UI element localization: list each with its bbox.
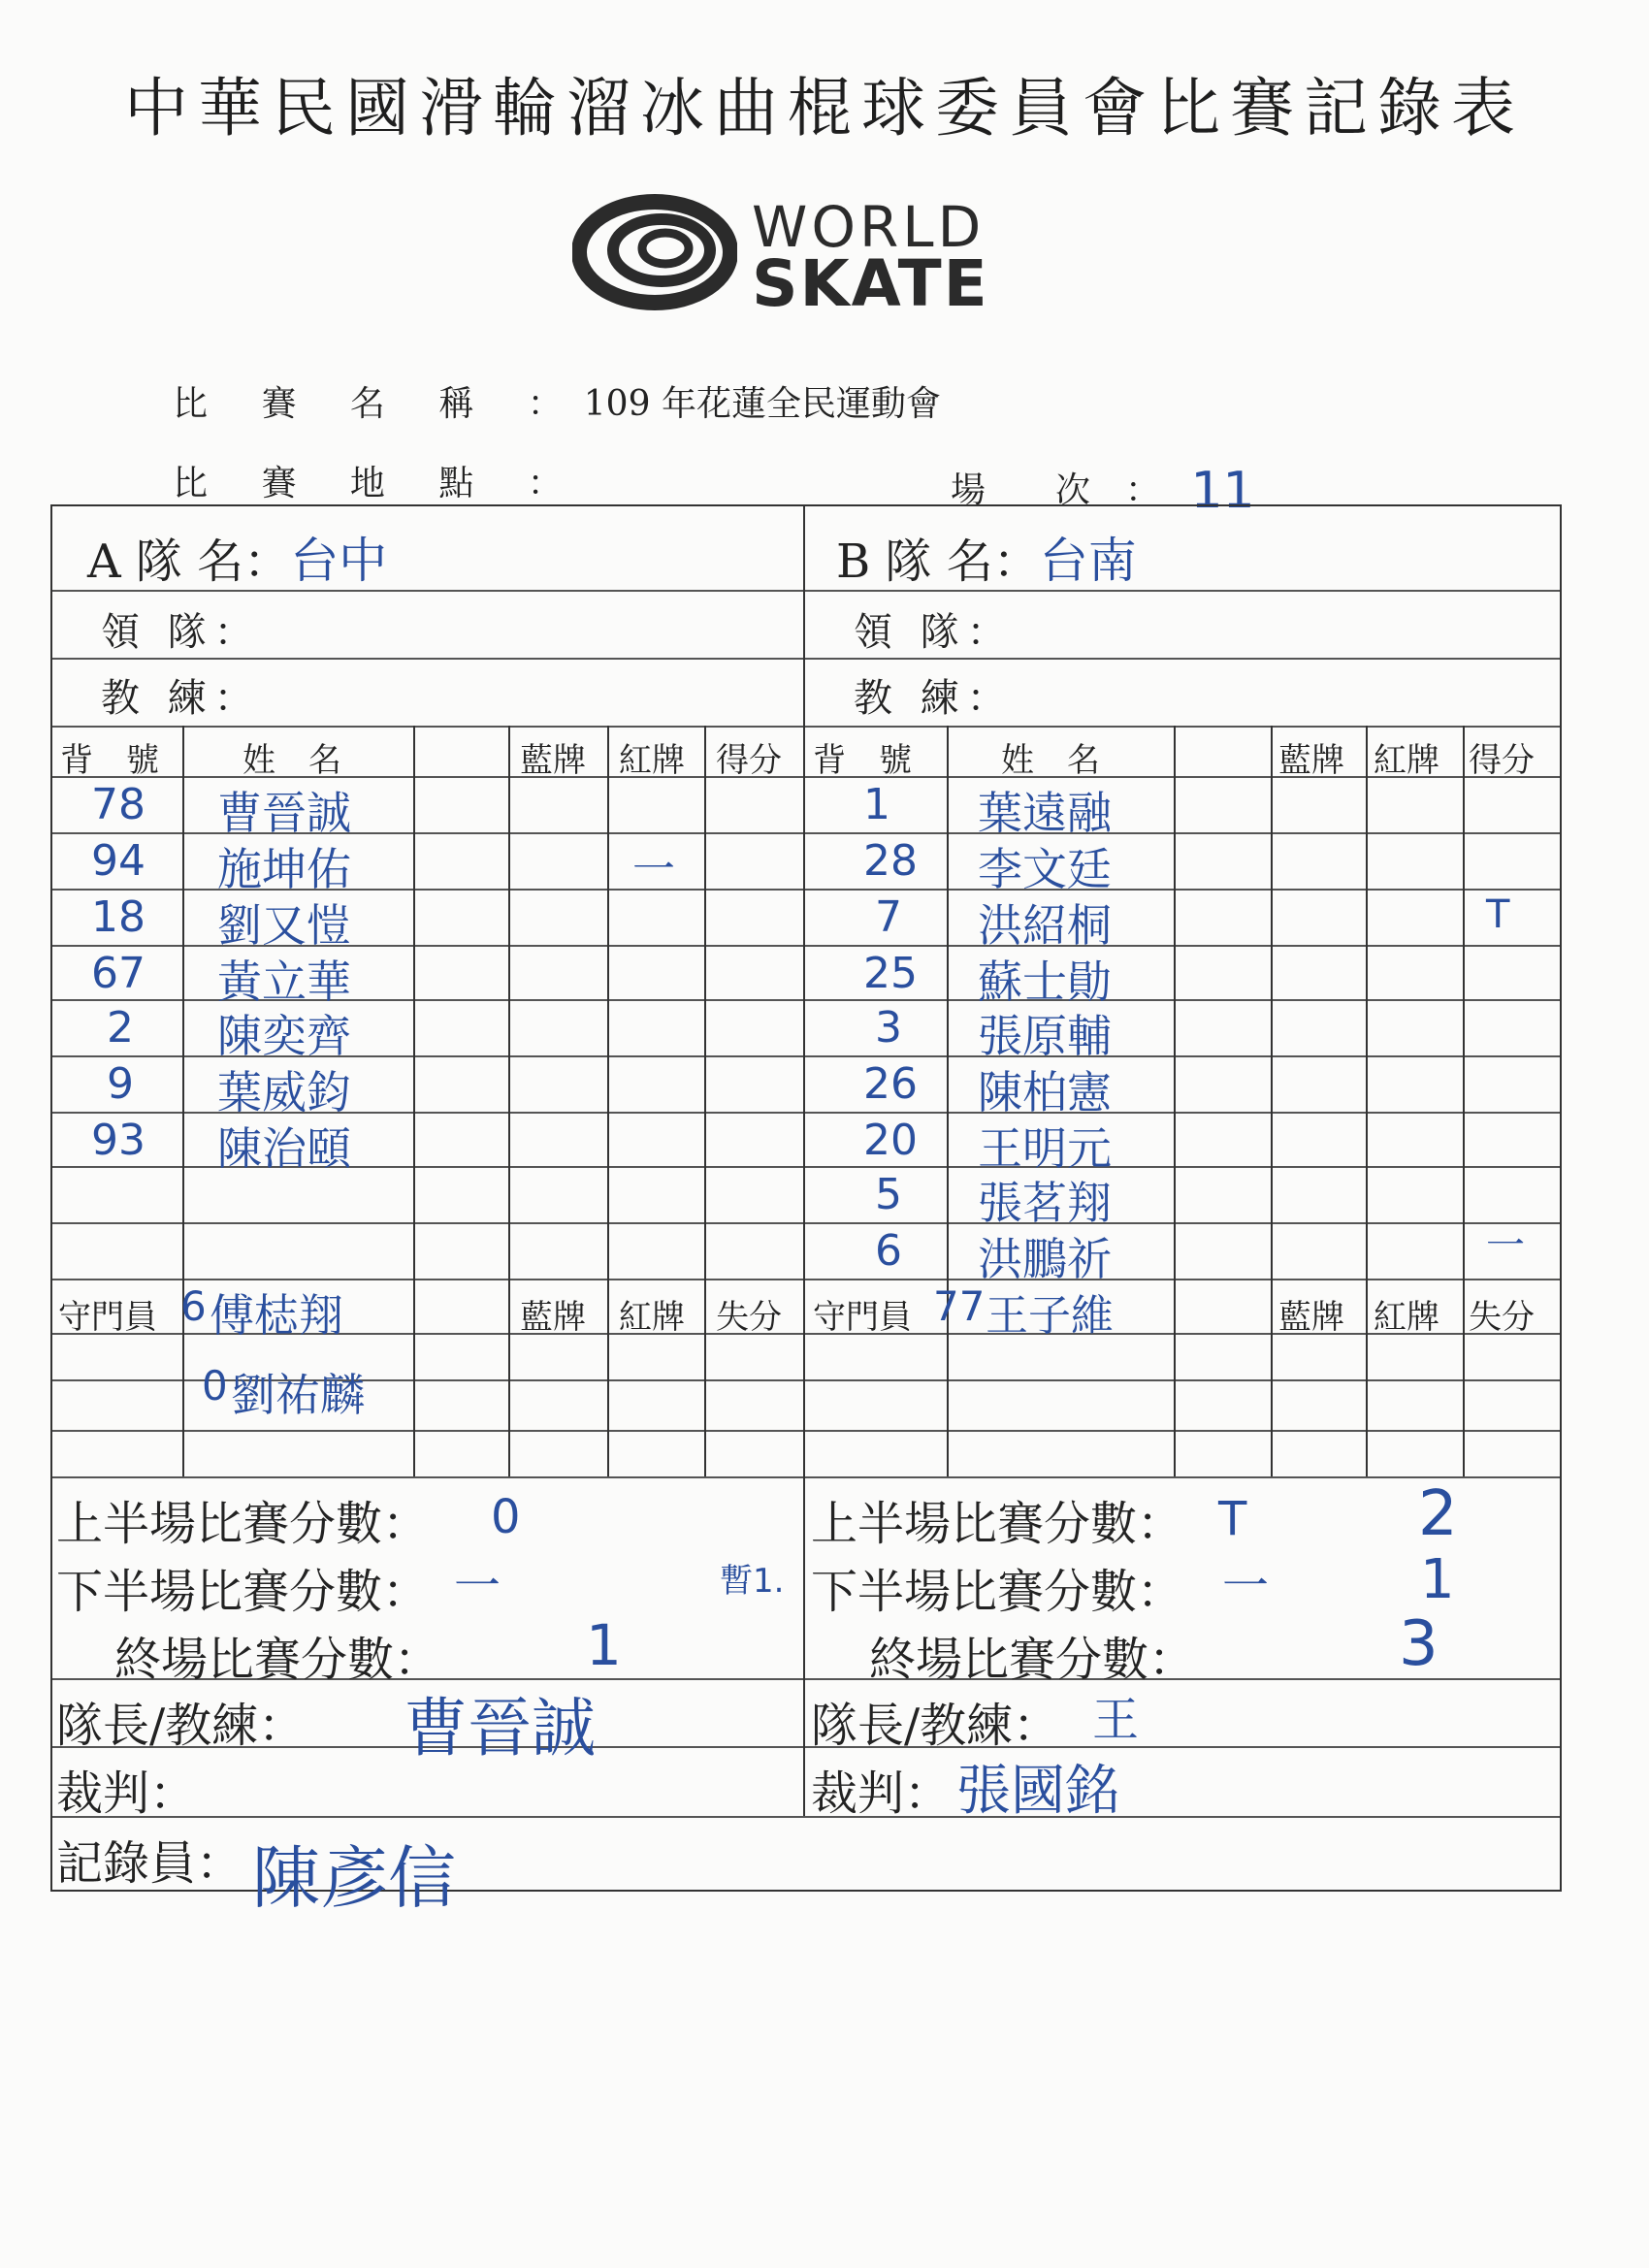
a-player-number: 94 [91, 836, 146, 886]
b-player-name: 洪鵬祈 [978, 1233, 1112, 1285]
a-side-note: 暫1. [720, 1562, 785, 1601]
b-player-name: 葉遠融 [978, 787, 1112, 839]
a-captain-signature: 曹晉誠 [404, 1691, 596, 1766]
match-name-label: 比 賽 名 稱 ： [173, 384, 584, 424]
b-player-name: 陳柏憲 [978, 1066, 1112, 1118]
a-second-half-label: 下半場比賽分數： [56, 1565, 430, 1619]
match-name-row [173, 376, 941, 426]
form-title: 中華民國滑輪溜冰曲棍球委員會比賽記錄表 [124, 71, 1525, 146]
a-player-score: 一 [632, 845, 675, 894]
a-score-header: 得分 [716, 741, 782, 780]
a-player-name: 陳治頤 [217, 1122, 351, 1175]
a-player-number: 2 [107, 1003, 134, 1053]
b-first-half-score: 2 [1418, 1478, 1458, 1550]
a-gk-name: 劉祐麟 [231, 1369, 365, 1421]
world-skate-logo [572, 184, 1057, 320]
team-a-name-label: A 隊 名：台中 [87, 533, 388, 589]
b-player-score: T [1486, 892, 1510, 937]
logo-word-world: WORLD [752, 194, 986, 260]
a-player-name: 葉威鈞 [217, 1066, 351, 1118]
a-gk-number: 0 [202, 1362, 228, 1409]
b-player-number: 1 [863, 780, 890, 829]
team-b-coach-label: 教 練： [854, 676, 1014, 721]
b-second-half-score: 1 [1420, 1548, 1455, 1611]
a-name-header: 姓 名 [242, 741, 341, 780]
b-gk-conceded-header: 失分 [1469, 1298, 1535, 1337]
b-number-header: 背 號 [813, 741, 912, 780]
b-first-half-mark: T [1218, 1492, 1247, 1546]
a-blue-header: 藍牌 [520, 741, 586, 780]
b-player-score: 一 [1486, 1223, 1525, 1268]
a-referee-label: 裁判： [56, 1766, 197, 1821]
b-player-number: 26 [863, 1059, 918, 1109]
b-player-number: 25 [863, 949, 918, 998]
b-player-name: 張茗翔 [978, 1177, 1112, 1229]
b-gk-number: 77 [933, 1282, 986, 1330]
logo-word-skate: SKATE [752, 246, 989, 321]
a-player-number: 9 [107, 1059, 134, 1109]
team-a-coach-label: 教 練： [101, 676, 261, 721]
b-gk-red-header: 紅牌 [1374, 1298, 1439, 1337]
a-number-header: 背 號 [60, 741, 159, 780]
a-second-half-score: 一 [454, 1559, 501, 1613]
match-name-value: 109 年花蓮全民運動會 [583, 384, 941, 424]
b-gk-header: 守門員 [813, 1298, 912, 1337]
b-referee-label: 裁判： [811, 1766, 952, 1821]
a-gk-conceded-header: 失分 [716, 1298, 782, 1337]
team-b-leader-label: 領 隊： [854, 610, 1014, 655]
a-player-name: 陳奕齊 [217, 1010, 351, 1062]
a-player-number: 67 [91, 949, 146, 998]
match-round-value: 11 [1190, 462, 1255, 520]
a-gk-red-header: 紅牌 [619, 1298, 685, 1337]
b-referee-signature: 張國銘 [956, 1760, 1119, 1823]
b-captain-signature: 王 [1092, 1693, 1140, 1747]
a-gk-blue-header: 藍牌 [520, 1298, 586, 1337]
a-player-name: 劉又愷 [217, 899, 351, 952]
b-gk-name: 王子維 [986, 1291, 1114, 1341]
b-player-name: 李文廷 [978, 843, 1112, 895]
a-first-half-score: 0 [491, 1490, 521, 1544]
b-player-name: 蘇士勛 [978, 956, 1112, 1008]
b-first-half-label: 上半場比賽分數： [811, 1497, 1184, 1551]
a-player-number: 93 [91, 1116, 146, 1165]
b-second-half-label: 下半場比賽分數： [811, 1565, 1184, 1619]
a-gk-header: 守門員 [58, 1298, 157, 1337]
b-red-header: 紅牌 [1374, 741, 1439, 780]
b-player-name: 王明元 [978, 1122, 1112, 1175]
b-second-half-mark: 一 [1222, 1559, 1270, 1613]
b-player-name: 張原輔 [978, 1010, 1112, 1062]
b-score-header: 得分 [1469, 741, 1535, 780]
b-player-number: 7 [875, 892, 902, 942]
a-player-name: 施坤佑 [217, 843, 351, 895]
b-name-header: 姓 名 [1001, 741, 1100, 780]
b-player-number: 20 [863, 1116, 918, 1165]
b-final-score: 3 [1399, 1608, 1439, 1680]
a-gk-number: 6 [180, 1282, 207, 1330]
team-b-name-value: 台南 [1039, 533, 1137, 589]
match-venue-label: 比 賽 地 點 ： [173, 464, 584, 503]
match-round-label: 場 次 ： [951, 470, 1161, 510]
b-blue-header: 藍牌 [1278, 741, 1344, 780]
a-captain-label: 隊長/教練： [56, 1699, 306, 1753]
recorder-label: 記錄員： [56, 1836, 243, 1891]
a-player-name: 黃立華 [217, 956, 351, 1008]
a-player-number: 78 [91, 780, 146, 829]
a-gk-name: 傅梽翔 [210, 1289, 343, 1342]
match-venue-row [173, 456, 584, 505]
recorder-signature: 陳彥信 [252, 1838, 456, 1918]
a-red-header: 紅牌 [619, 741, 685, 780]
b-player-number: 28 [863, 836, 918, 886]
score-sheet [50, 504, 1562, 1892]
b-gk-blue-header: 藍牌 [1278, 1298, 1344, 1337]
a-player-name: 曹晉誠 [217, 787, 351, 839]
a-player-number: 18 [91, 892, 146, 942]
b-captain-label: 隊長/教練： [811, 1699, 1060, 1753]
a-final-score: 1 [586, 1612, 622, 1678]
team-b-name-label: B 隊 名：台南 [836, 533, 1137, 589]
b-player-number: 5 [875, 1170, 902, 1219]
b-player-number: 6 [875, 1226, 902, 1276]
a-first-half-label: 上半場比賽分數： [56, 1497, 430, 1551]
world-skate-swirl-icon [572, 184, 737, 320]
b-final-label: 終場比賽分數： [869, 1633, 1196, 1687]
a-final-label: 終場比賽分數： [114, 1633, 441, 1687]
b-player-name: 洪紹桐 [978, 899, 1112, 952]
b-player-number: 3 [875, 1003, 902, 1053]
team-a-leader-label: 領 隊： [101, 610, 261, 655]
team-a-name-value: 台中 [290, 533, 388, 589]
